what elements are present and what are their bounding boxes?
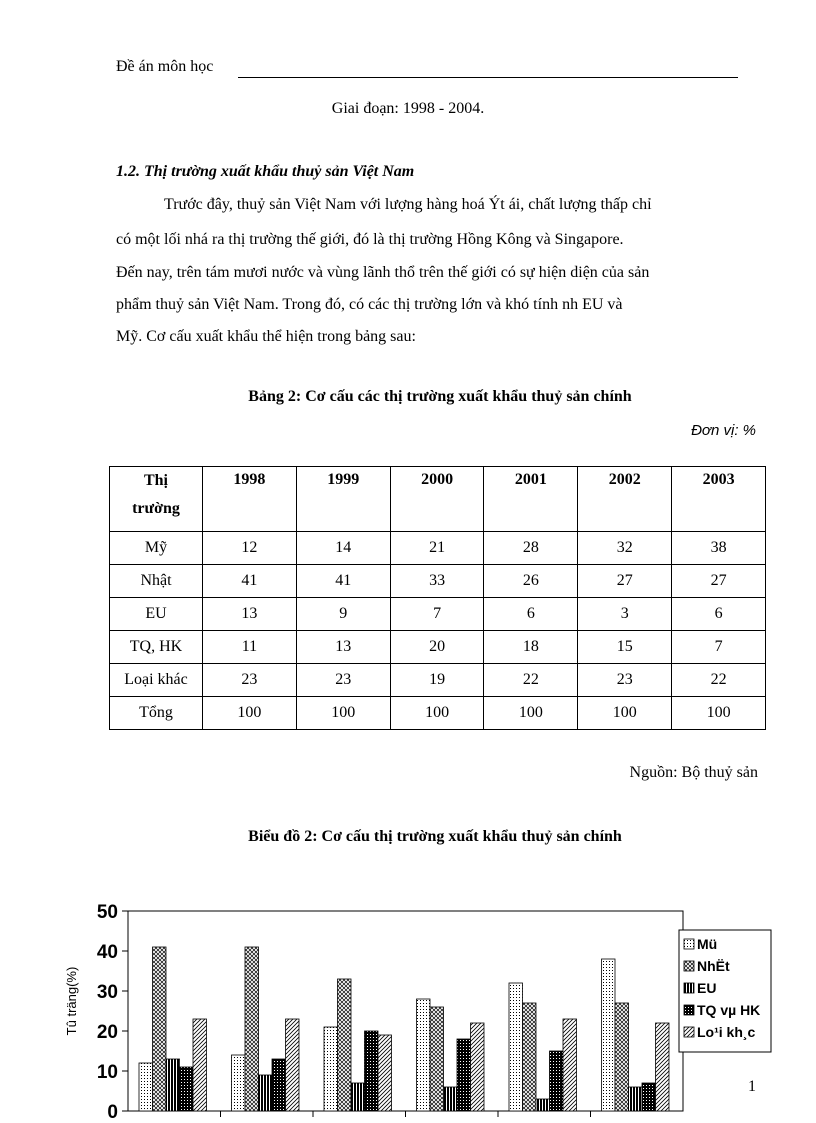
row-label: EU bbox=[110, 598, 203, 631]
table-cell: 100 bbox=[484, 697, 578, 730]
bar bbox=[471, 1023, 485, 1111]
table-row bbox=[110, 598, 766, 631]
table-cell: 21 bbox=[390, 532, 484, 565]
table-row bbox=[110, 697, 766, 730]
table-cell: 28 bbox=[484, 532, 578, 565]
table-cell: 26 bbox=[484, 565, 578, 598]
year-header: 2002 bbox=[578, 467, 672, 532]
legend-label: Mü bbox=[697, 936, 718, 952]
plot-area bbox=[128, 911, 683, 1111]
bar bbox=[642, 1083, 656, 1111]
section-title: 1.2. Thị trường xuất khẩu thuỷ sản Việt Nam bbox=[116, 163, 415, 180]
bar bbox=[139, 1063, 153, 1111]
table-cell: 33 bbox=[390, 565, 484, 598]
bar bbox=[193, 1019, 207, 1111]
bar bbox=[417, 999, 431, 1111]
market-share-chart bbox=[0, 880, 816, 1123]
legend-label: NhËt bbox=[697, 958, 730, 974]
legend-swatch bbox=[684, 961, 694, 971]
bar bbox=[338, 979, 352, 1111]
table-unit: Đơn vị: % bbox=[691, 422, 756, 439]
bar bbox=[523, 1003, 537, 1111]
y-axis-label: Tû träng(%) bbox=[64, 966, 79, 1036]
bar bbox=[153, 947, 167, 1111]
row-label: Mỹ bbox=[110, 532, 203, 565]
legend-label: Lo¹i kh¸c bbox=[697, 1024, 756, 1040]
table-cell: 23 bbox=[578, 664, 672, 697]
chart-title: Biểu đồ 2: Cơ cấu thị trường xuất khẩu thuỷ sản chính bbox=[248, 828, 622, 845]
bar bbox=[602, 959, 616, 1111]
bar bbox=[166, 1059, 180, 1111]
table-cell: 6 bbox=[672, 598, 766, 631]
table-cell: 20 bbox=[390, 631, 484, 664]
row-label: Loại khác bbox=[110, 664, 203, 697]
paragraph-line: có một lối nhá ra thị trường thế giới, đó là thị trường Hồng Kông và Singapore. bbox=[116, 231, 624, 248]
legend-swatch bbox=[684, 983, 694, 993]
legend-label: EU bbox=[697, 980, 717, 996]
bar bbox=[365, 1031, 379, 1111]
bar bbox=[536, 1099, 550, 1111]
y-tick-label: 50 bbox=[96, 902, 118, 923]
table-cell: 13 bbox=[296, 631, 390, 664]
table-cell: 22 bbox=[672, 664, 766, 697]
y-tick-label: 10 bbox=[96, 1062, 118, 1083]
row-label: Nhật bbox=[110, 565, 203, 598]
table-cell: 23 bbox=[296, 664, 390, 697]
bar bbox=[615, 1003, 629, 1111]
bar bbox=[324, 1027, 338, 1111]
row-label: TQ, HK bbox=[110, 631, 203, 664]
table-cell: 11 bbox=[203, 631, 297, 664]
table-cell: 32 bbox=[578, 532, 672, 565]
table-cell: 13 bbox=[203, 598, 297, 631]
table-cell: 100 bbox=[296, 697, 390, 730]
bar bbox=[351, 1083, 365, 1111]
bar bbox=[180, 1067, 194, 1111]
bar bbox=[286, 1019, 300, 1111]
table-cell: 41 bbox=[203, 565, 297, 598]
legend-swatch bbox=[684, 1005, 694, 1015]
bar bbox=[563, 1019, 577, 1111]
corner-label-line1: Thị bbox=[143, 472, 168, 489]
year-header: 2000 bbox=[390, 467, 484, 532]
header-label: Đề án môn học bbox=[116, 58, 214, 75]
year-header: 2003 bbox=[672, 467, 766, 532]
period-line: Giai đoạn: 1998 - 2004. bbox=[331, 100, 485, 117]
table-row bbox=[110, 631, 766, 664]
paragraph-line: Mỹ. Cơ cấu xuất khẩu thể hiện trong bảng sau: bbox=[116, 328, 416, 345]
table-cell: 9 bbox=[296, 598, 390, 631]
bar bbox=[259, 1075, 273, 1111]
bar bbox=[232, 1055, 246, 1111]
table-title: Bảng 2: Cơ cấu các thị trường xuất khẩu thuỷ sản chính bbox=[248, 388, 632, 405]
table-cell: 12 bbox=[203, 532, 297, 565]
table-cell: 100 bbox=[672, 697, 766, 730]
market-share-table bbox=[109, 466, 766, 730]
table-cell: 7 bbox=[672, 631, 766, 664]
legend-label: TQ vµ HK bbox=[697, 1002, 761, 1018]
table-cell: 19 bbox=[390, 664, 484, 697]
table-cell: 100 bbox=[203, 697, 297, 730]
table-cell: 6 bbox=[484, 598, 578, 631]
table-cell: 14 bbox=[296, 532, 390, 565]
table-cell: 7 bbox=[390, 598, 484, 631]
y-tick-label: 40 bbox=[96, 942, 118, 963]
table-cell: 100 bbox=[390, 697, 484, 730]
y-tick-label: 30 bbox=[96, 982, 118, 1003]
table-cell: 15 bbox=[578, 631, 672, 664]
corner-label-line2: trường bbox=[132, 500, 180, 517]
row-label: Tổng bbox=[110, 697, 203, 730]
year-header: 1998 bbox=[203, 467, 297, 532]
table-cell: 38 bbox=[672, 532, 766, 565]
table-cell: 18 bbox=[484, 631, 578, 664]
year-header: 2001 bbox=[484, 467, 578, 532]
bar bbox=[245, 947, 259, 1111]
header-rule bbox=[238, 77, 738, 78]
table-cell: 23 bbox=[203, 664, 297, 697]
paragraph-line: Trước đây, thuỷ sản Việt Nam với lượng hàng hoá Ýt ái, chất lượng thấp chỉ bbox=[164, 196, 652, 213]
table-row bbox=[110, 532, 766, 565]
table-source: Nguồn: Bộ thuỷ sản bbox=[629, 764, 758, 781]
y-tick-label: 0 bbox=[107, 1102, 118, 1123]
bar bbox=[550, 1051, 564, 1111]
table-corner-header bbox=[110, 467, 203, 532]
bar bbox=[629, 1087, 643, 1111]
paragraph-line: Đến nay, trên tám mươi nước và vùng lãnh thổ trên thế giới có sự hiện diện của sản bbox=[116, 264, 650, 281]
paragraph-line: phẩm thuỷ sản Việt Nam. Trong đó, có các thị trường lớn và khó tính nh EU và bbox=[116, 296, 623, 313]
table-cell: 27 bbox=[672, 565, 766, 598]
table-cell: 3 bbox=[578, 598, 672, 631]
bar bbox=[457, 1039, 471, 1111]
legend-swatch bbox=[684, 939, 694, 949]
bar bbox=[378, 1035, 392, 1111]
table-row bbox=[110, 664, 766, 697]
bar bbox=[272, 1059, 286, 1111]
bar bbox=[509, 983, 523, 1111]
year-header: 1999 bbox=[296, 467, 390, 532]
table-cell: 100 bbox=[578, 697, 672, 730]
table-cell: 27 bbox=[578, 565, 672, 598]
table-row bbox=[110, 565, 766, 598]
bar bbox=[444, 1087, 458, 1111]
bar bbox=[430, 1007, 444, 1111]
legend-swatch bbox=[684, 1027, 694, 1037]
bar bbox=[656, 1023, 670, 1111]
table-cell: 41 bbox=[296, 565, 390, 598]
page-number: 1 bbox=[748, 1078, 756, 1095]
table-cell: 22 bbox=[484, 664, 578, 697]
table-header-row bbox=[110, 467, 766, 532]
y-tick-label: 20 bbox=[96, 1022, 118, 1043]
